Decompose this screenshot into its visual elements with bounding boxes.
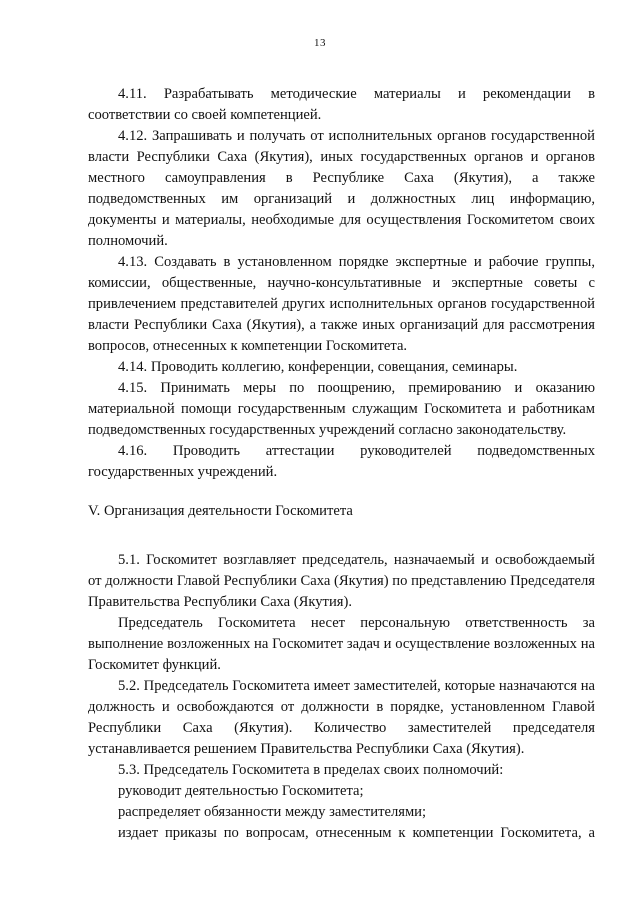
paragraph-5-1: 5.1. Госкомитет возглавляет председатель, назначаемый и освобождаемый от должности Главой Республики Саха (Якутия) по представлению Председателя Правительства Республики Саха (Якутия). <box>88 552 595 610</box>
paragraph-4-15: 4.15. Принимать меры по поощрению, премированию и оказанию материальной помощи государственным служащим Госкомитета и работникам подведомственных государственных учреждений согласно законодательству. <box>88 380 595 438</box>
paragraph-5-3: 5.3. Председатель Госкомитета в пределах своих полномочий: <box>118 762 504 778</box>
paragraph-5-2: 5.2. Председатель Госкомитета имеет заместителей, которые назначаются на должность и освобождаются от должности в порядке, установленном Главой Республики Саха (Якутия). Количество заместителей председателя устанавливается решением Правительства Республики Саха (Якутия). <box>88 678 595 757</box>
paragraph-4-11: 4.11. Разрабатывать методические материалы и рекомендации в соответствии со своей компетенцией. <box>88 86 595 123</box>
paragraph-4-13: 4.13. Создавать в установленном порядке экспертные и рабочие группы, комиссии, общественные, научно-консультативные и экспертные советы с привлечением представителей других исполнительных органов государственной власти Республики Саха (Якутия), а также иных организаций для рассмотрения вопросов, отнесенных к компетенции Госкомитета. <box>88 254 595 354</box>
list-item: распределяет обязанности между заместителями; <box>118 804 427 820</box>
paragraph-5-1-responsibility: Председатель Госкомитета несет персональную ответственность за выполнение возложенных на Госкомитет задач и осуществление возложенных на Госкомитет функций. <box>88 615 595 673</box>
list-item: руководит деятельностью Госкомитета; <box>118 783 364 799</box>
page-number: 13 <box>314 37 326 49</box>
paragraph-4-14: 4.14. Проводить коллегию, конференции, совещания, семинары. <box>118 359 518 375</box>
list-item: издает приказы по вопросам, отнесенным к компетенции Госкомитета, а <box>118 825 595 841</box>
document-body <box>88 84 595 844</box>
paragraph-4-16: 4.16. Проводить аттестации руководителей подведомственных государственных учреждений. <box>88 443 595 480</box>
section-heading: V. Организация деятельности Госкомитета <box>88 503 353 519</box>
paragraph-4-12: 4.12. Запрашивать и получать от исполнительных органов государственной власти Республики Саха (Якутия), иных государственных органов и органов местного самоуправления в Республике Саха (Якутия), а также подведомственных им организаций и должностных лиц информацию, документы и материалы, необходимые для осуществления Госкомитетом своих полномочий. <box>88 128 595 249</box>
